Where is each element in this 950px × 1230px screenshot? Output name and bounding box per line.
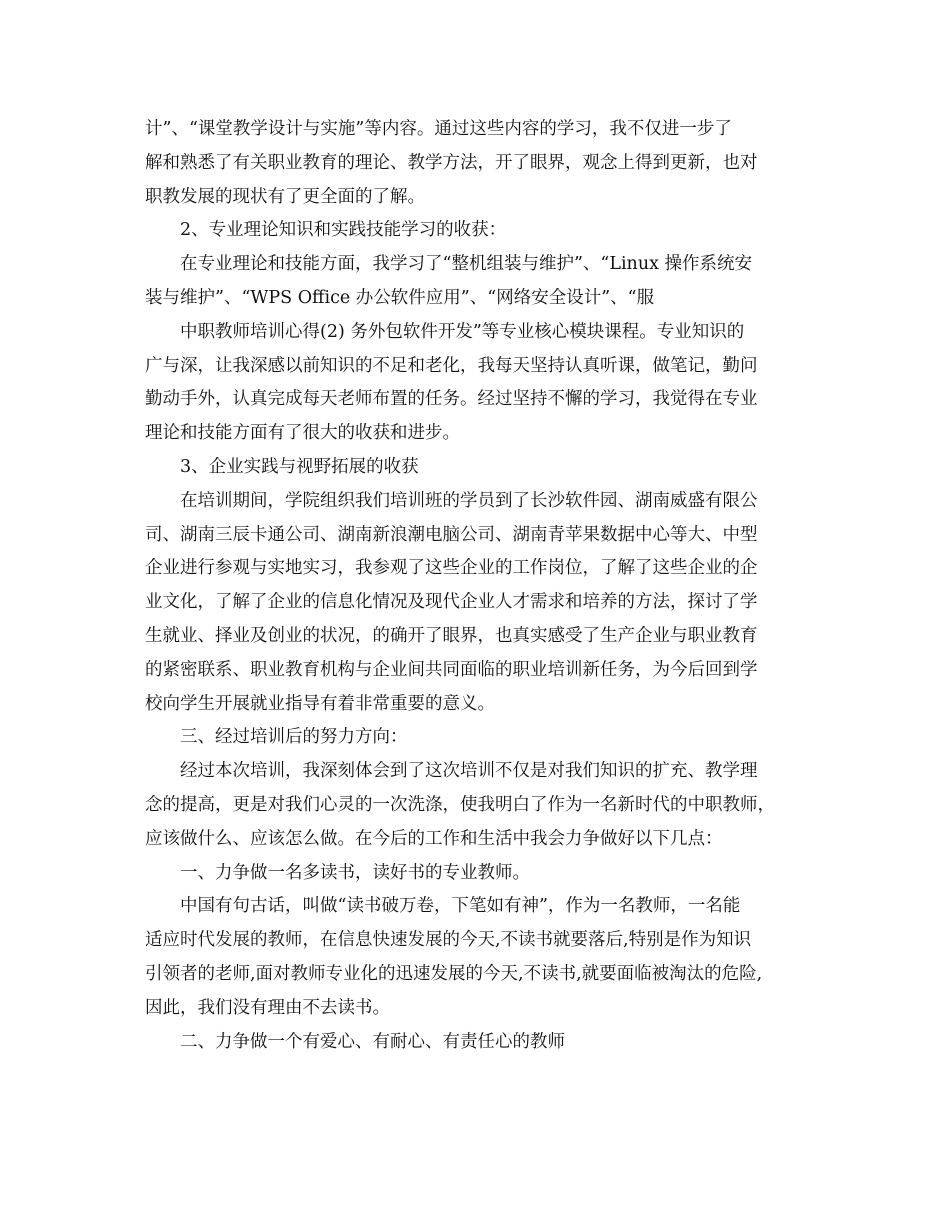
document-body — [145, 113, 815, 1059]
text-line: 在培训期间，学院组织我们培训班的学员到了长沙软件园、湖南威盛有限公 — [180, 490, 758, 511]
text-line: 勤动手外，认真完成每天老师布置的任务。经过坚持不懈的学习，我觉得在专业 — [145, 389, 758, 410]
text-line: 职教发展的现状有了更全面的了解。 — [145, 186, 425, 207]
text-line: 因此，我们没有理由不去读书。 — [145, 997, 390, 1018]
text-line: 2、专业理论知识和实践技能学习的收获： — [180, 220, 507, 241]
text-line: 引领者的老师,面对教师专业化的迅速发展的今天,不读书,就要面临被淘汰的危险, — [145, 963, 763, 984]
text-line: 中职教师培训心得(2) 务外包软件开发”等专业核心模块课程。专业知识的 — [180, 321, 745, 342]
text-line: 3、企业实践与视野拓展的收获 — [180, 456, 419, 477]
text-line: 在专业理论和技能方面，我学习了“整机组装与维护”、“Linux 操作系统安 — [180, 254, 753, 275]
text-line: 司、湖南三辰卡通公司、湖南新浪潮电脑公司、湖南青苹果数据中心等大、中型 — [145, 524, 758, 545]
text-line: 二、力争做一个有爱心、有耐心、有责任心的教师 — [180, 1031, 565, 1052]
text-line: 装与维护”、“WPS Office 办公软件应用”、“网络安全设计”、“服 — [145, 287, 655, 308]
text-line: 计”、“课堂教学设计与实施”等内容。通过这些内容的学习，我不仅进一步了 — [145, 119, 732, 139]
text-line: 企业进行参观与实地实习，我参观了这些企业的工作岗位，了解了这些企业的企 — [145, 558, 758, 579]
text-line: 业文化，了解了企业的信息化情况及现代企业人才需求和培养的方法，探讨了学 — [145, 592, 758, 613]
text-line: 经过本次培训，我深刻体会到了这次培训不仅是对我们知识的扩充、教学理 — [180, 761, 758, 782]
text-line: 一、力争做一名多读书，读好书的专业教师。 — [180, 862, 530, 883]
text-line: 三、经过培训后的努力方向： — [180, 727, 408, 748]
text-line: 理论和技能方面有了很大的收获和进步。 — [145, 423, 460, 444]
text-line: 校向学生开展就业指导有着非常重要的意义。 — [145, 693, 495, 714]
text-line: 生就业、择业及创业的状况，的确开了眼界，也真实感受了生产企业与职业教育 — [145, 625, 758, 646]
text-line: 广与深，让我深感以前知识的不足和老化，我每天坚持认真听课，做笔记，勤问 — [145, 355, 758, 376]
text-line: 中国有句古话，叫做“读书破万卷，下笔如有神”，作为一名教师，一名能 — [180, 896, 741, 917]
text-line: 的紧密联系、职业教育机构与企业间共同面临的职业培训新任务，为今后回到学 — [145, 659, 758, 680]
text-line: 应该做什么、应该怎么做。在今后的工作和生活中我会力争做好以下几点： — [145, 828, 723, 849]
text-line: 解和熟悉了有关职业教育的理论、教学方法，开了眼界，观念上得到更新，也对 — [145, 152, 758, 173]
text-line: 适应时代发展的教师，在信息快速发展的今天,不读书就要落后,特别是作为知识 — [145, 930, 752, 951]
text-line: 念的提高，更是对我们心灵的一次洗涤，使我明白了作为一名新时代的中职教师， — [145, 794, 775, 815]
